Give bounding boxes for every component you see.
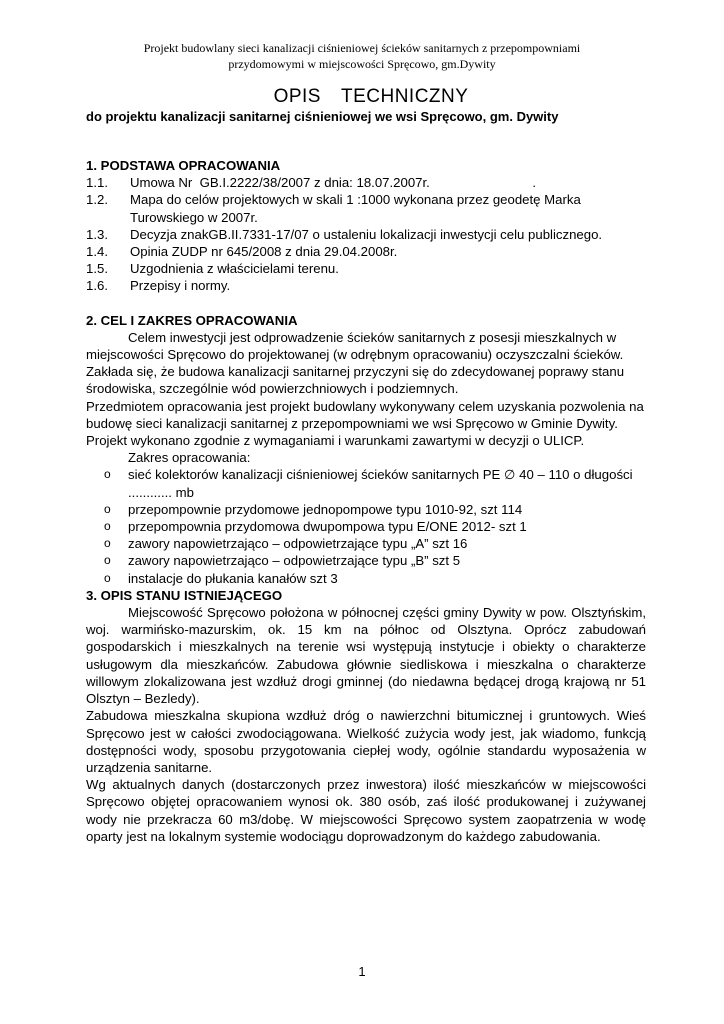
bullet-text: przepompownie przydomowe jednopompowe typu 1010-92, szt 114: [128, 501, 523, 517]
list-item: [86, 466, 646, 500]
section-1-heading: 1. PODSTAWA OPRACOWANIA: [86, 158, 281, 173]
item-text: Mapa do celów projektowych w skali 1 :1000 wykonana przez geodetę Marka Turowskiego w 2007r.: [130, 192, 581, 225]
list-item: [86, 260, 646, 277]
scope-list: [86, 466, 646, 586]
bullet-icon: o: [104, 519, 111, 534]
section-3-paragraph-2: Zabudowa mieszkalna skupiona wzdłuż dróg o nawierzchni bitumicznej i gruntowych. Wieś Spręcowo jest w całości zwodociągowana. Wielkość zużycia wody jest, jak wiadomo, funkcją dostępności wody, sposobu przygotowania ciepłej wody, ogólnie standardu wyposażenia w urządzenia sanitarne.: [86, 708, 646, 775]
list-item: [86, 518, 646, 535]
page-number: 1: [358, 964, 366, 979]
bullet-icon: o: [104, 467, 111, 482]
title-word-2: TECHNICZNY: [340, 86, 469, 107]
bullet-text: instalacje do płukania kanałów szt 3: [128, 570, 338, 586]
document-subtitle: do projektu kanalizacji sanitarnej ciśnieniowej we wsi Spręcowo, gm. Dywity: [86, 109, 559, 124]
item-text: Decyzja znakGB.II.7331-17/07 o ustaleniu lokalizacji inwestycji celu publicznego.: [130, 226, 603, 242]
item-text: Uzgodnienia z właścicielami terenu.: [130, 261, 339, 277]
list-item: [86, 226, 646, 243]
item-number: 1.6.: [86, 278, 108, 294]
list-item: [86, 174, 646, 191]
item-number: 1.5.: [86, 261, 108, 277]
list-item: [86, 277, 646, 294]
list-item: [86, 570, 646, 587]
header-line-1: Projekt budowlany sieci kanalizacji ciśnieniowej ścieków sanitarnych z przepompowniami: [143, 41, 581, 55]
running-header: [70, 40, 654, 72]
title-word-1: OPIS: [273, 86, 321, 107]
section-1-list: [86, 174, 646, 294]
bullet-icon: o: [104, 536, 111, 551]
bullet-icon: o: [104, 501, 111, 516]
item-number: 1.2.: [86, 192, 108, 208]
bullet-text: sieć kolektorów kanalizacji ciśnieniowej ścieków sanitarnych PE ∅ 40 – 110 o długości ............ mb: [128, 467, 633, 500]
section-2-paragraph-2: Zakłada się, że budowa kanalizacji sanitarnej przyczyni się do zdecydowanej poprawy stanu środowiska, szczególnie wód powierzchniowych i podziemnych.: [86, 364, 625, 397]
section-2-paragraph-3: Przedmiotem opracowania jest projekt budowlany wykonywany celem uzyskania pozwolenia na budowę sieci kanalizacji sanitarnej z przepompowniami we wsi Spręcowo w Gminie Dywity. Projekt wykonano zgodnie z wymaganiami i warunkami zawartymi w decyzji o ULICP.: [86, 398, 644, 449]
header-line-2: przydomowymi w miejscowości Spręcowo, gm.Dywity: [228, 57, 496, 71]
document-body: [86, 157, 646, 845]
spacer: [86, 295, 646, 312]
bullet-text: zawory napowietrzająco – odpowietrzające typu „A” szt 16: [128, 536, 468, 552]
item-text: Umowa Nr GB.I.2222/38/2007 z dnia: 18.07.2007r. .: [130, 175, 537, 191]
section-2-paragraph-1: Celem inwestycji jest odprowadzenie ścieków sanitarnych z posesji mieszkalnych w miejscowości Spręcowo do projektowanej (w odrębnym opracowaniu) oczyszczalni ścieków.: [86, 329, 624, 363]
list-item: [86, 243, 646, 260]
item-text: Opinia ZUDP nr 645/2008 z dnia 29.04.2008r.: [130, 244, 398, 260]
document-title: [0, 86, 724, 108]
bullet-text: przepompownia przydomowa dwupompowa typu E/ONE 2012- szt 1: [128, 519, 527, 535]
list-item: [86, 535, 646, 552]
section-2-heading: 2. CEL I ZAKRES OPRACOWANIA: [86, 312, 298, 328]
item-number: 1.3.: [86, 226, 108, 242]
item-number: 1.1.: [86, 175, 108, 191]
item-number: 1.4.: [86, 244, 108, 260]
list-item: [86, 191, 646, 225]
bullet-icon: o: [104, 570, 111, 585]
section-3-heading: 3. OPIS STANU ISTNIEJĄCEGO: [86, 587, 283, 603]
item-text: Przepisy i normy.: [130, 278, 231, 294]
list-item: [86, 552, 646, 569]
list-item: [86, 501, 646, 518]
bullet-text: zawory napowietrzająco – odpowietrzające typu „B” szt 5: [128, 553, 461, 569]
scope-label: Zakres opracowania:: [128, 450, 251, 466]
bullet-icon: o: [104, 553, 111, 568]
section-3-paragraph-3: Wg aktualnych danych (dostarczonych przez inwestora) ilość mieszkańców w miejscowości Spręcowo objętej opracowaniem wynosi ok. 380 osób, zaś ilość produkowanej i zużywanej wody nie przekracza 60 m3/dobę. W miejscowości Spręcowo system zaopatrzenia w wodę oparty jest na lokalnym systemie wodociągu doprowadzonym do każdego zabudowania.: [86, 777, 646, 844]
section-3-paragraph-1: Miejscowość Spręcowo położona w północnej części gminy Dywity w pow. Olsztyńskim, woj. warmińsko-mazurskim, ok. 15 km na północ od Olsztyna. Oprócz zabudowań gospodarskich i mieszkalnych na terenie wsi występują instytucje i obiekty o charakterze usługowym dla mieszkańców. Zabudowa głównie siedliskowa i mieszkalna o charakterze willowym zlokalizowana jest wzdłuż drogi gminnej (do niedawna będącej drogą krajową nr 51 Olsztyn – Bezledy).: [86, 605, 646, 707]
